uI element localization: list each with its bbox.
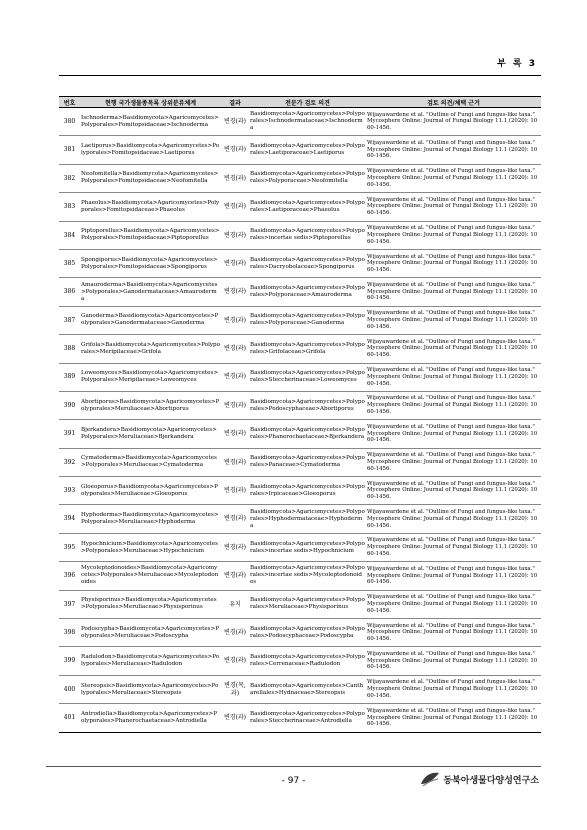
table-row: [59, 533, 541, 561]
table-row: [59, 306, 541, 334]
result: 변경(과): [221, 533, 249, 561]
current-classification: Grifola>Basidiomycota>Agaricomycetes>Polyporales>Meripilaceae>Grifola: [80, 335, 221, 363]
row-number: 380: [59, 108, 80, 136]
current-classification: Mycoleptodonoides>Basidiomycota>Agaricomycetes>Polyporales>Meruliaceae>Mycoleptodonoides: [80, 562, 221, 590]
row-number: 401: [59, 704, 80, 732]
result: 변경(목, 과): [221, 675, 249, 703]
current-classification: Hyphoderma>Basidiomycota>Agaricomycetes>Polyporales>Meruliaceae>Hyphoderma: [80, 505, 221, 533]
row-number: 389: [59, 363, 80, 391]
review-basis: Wijayawardene et al. "Outline of Fungi and fungus-like taxa." Mycosphere Online: Journal of Fungal Biology 11.1 (2020): 1060-1456.: [366, 278, 541, 306]
current-classification: Spongiporus>Basidiomycota>Agaricomycetes>Polyporales>Fomitopsidaceae>Spongiporus: [80, 249, 221, 277]
review-basis: Wijayawardene et al. "Outline of Fungi and fungus-like taxa." Mycosphere Online: Journal of Fungal Biology 11.1 (2020): 1060-1456.: [366, 221, 541, 249]
table-body: [59, 108, 541, 733]
header-cell: 결과: [221, 97, 249, 108]
leaf-logo-icon: [419, 770, 441, 788]
expert-opinion: Basidiomycota>Agaricomycetes>Cantharellales>Hydnaceae>Stereopsis: [249, 675, 366, 703]
expert-opinion: Basidiomycota>Agaricomycetes>Polyporales>Irpicaceae>Gloeoporus: [249, 477, 366, 505]
review-basis: Wijayawardene et al. "Outline of Fungi and fungus-like taxa." Mycosphere Online: Journal of Fungal Biology 11.1 (2020): 1060-1456.: [366, 306, 541, 334]
expert-opinion: Basidiomycota>Agaricomycetes>Polyporales>Polyporaceae>Neofomitella: [249, 164, 366, 192]
row-number: 387: [59, 306, 80, 334]
row-number: 392: [59, 448, 80, 476]
result: 변경(과): [221, 647, 249, 675]
row-number: 393: [59, 477, 80, 505]
row-number: 386: [59, 278, 80, 306]
expert-opinion: Basidiomycota>Agaricomycetes>Polyporales>Meruliaceae>Physisporinus: [249, 590, 366, 618]
review-basis: Wijayawardene et al. "Outline of Fungi and fungus-like taxa." Mycosphere Online: Journal of Fungal Biology 11.1 (2020): 1060-1456.: [366, 505, 541, 533]
row-number: 382: [59, 164, 80, 192]
table-row: [59, 193, 541, 221]
table-row: [59, 249, 541, 277]
result: 변경(과): [221, 363, 249, 391]
taxonomy-table: [59, 96, 541, 733]
current-classification: Cymatoderma>Basidiomycota>Agaricomycetes>Polyporales>Meruliaceae>Cymatoderma: [80, 448, 221, 476]
review-basis: Wijayawardene et al. "Outline of Fungi and fungus-like taxa." Mycosphere Online: Journal of Fungal Biology 11.1 (2020): 1060-1456.: [366, 477, 541, 505]
top-rule: [59, 75, 541, 76]
expert-opinion: Basidiomycota>Agaricomycetes>Polyporales>Cerrenaceae>Radulodon: [249, 647, 366, 675]
table-row: [59, 278, 541, 306]
result: 변경(과): [221, 221, 249, 249]
review-basis: Wijayawardene et al. "Outline of Fungi and fungus-like taxa." Mycosphere Online: Journal of Fungal Biology 11.1 (2020): 1060-1456.: [366, 391, 541, 419]
result: 변경(과): [221, 505, 249, 533]
review-basis: Wijayawardene et al. "Outline of Fungi and fungus-like taxa." Mycosphere Online: Journal of Fungal Biology 11.1 (2020): 1060-1456.: [366, 136, 541, 164]
result: 변경(과): [221, 704, 249, 732]
result: 유지: [221, 590, 249, 618]
current-classification: Abortiporus>Basidiomycota>Agaricomycetes>Polyporales>Meruliaceae>Abortiporus: [80, 391, 221, 419]
result: 변경(과): [221, 164, 249, 192]
current-classification: Antrodiella>Basidiomycota>Agaricomycetes>Polyporales>Phanerochaetaceae>Antrodiella: [80, 704, 221, 732]
table-row: [59, 164, 541, 192]
review-basis: Wijayawardene et al. "Outline of Fungi and fungus-like taxa." Mycosphere Online: Journal of Fungal Biology 11.1 (2020): 1060-1456.: [366, 108, 541, 136]
current-classification: Ischnoderma>Basidiomycota>Agaricomycetes>Polyporales>Fomitopsidaceae>Ischnoderma: [80, 108, 221, 136]
expert-opinion: Basidiomycota>Agaricomycetes>Polyporales>Panaceae>Cymatoderma: [249, 448, 366, 476]
expert-opinion: Basidiomycota>Agaricomycetes>Polyporales>Laetiporaceae>Phaeolus: [249, 193, 366, 221]
result: 변경(과): [221, 562, 249, 590]
result: 변경(과): [221, 448, 249, 476]
row-number: 391: [59, 420, 80, 448]
result: 변경(과): [221, 278, 249, 306]
expert-opinion: Basidiomycota>Agaricomycetes>Polyporales>Polyporaceae>Amauroderma: [249, 278, 366, 306]
review-basis: Wijayawardene et al. "Outline of Fungi and fungus-like taxa." Mycosphere Online: Journal of Fungal Biology 11.1 (2020): 1060-1456.: [366, 704, 541, 732]
review-basis: Wijayawardene et al. "Outline of Fungi and fungus-like taxa." Mycosphere Online: Journal of Fungal Biology 11.1 (2020): 1060-1456.: [366, 363, 541, 391]
expert-opinion: Basidiomycota>Agaricomycetes>Polyporales>Steccherinaceae>Antrodiella: [249, 704, 366, 732]
table-row: [59, 335, 541, 363]
review-basis: Wijayawardene et al. "Outline of Fungi and fungus-like taxa." Mycosphere Online: Journal of Fungal Biology 11.1 (2020): 1060-1456.: [366, 533, 541, 561]
table-row: [59, 448, 541, 476]
current-classification: Podoscypha>Basidiomycota>Agaricomycetes>Polyporales>Meruliaceae>Podoscypha: [80, 619, 221, 647]
table-row: [59, 505, 541, 533]
expert-opinion: Basidiomycota>Agaricomycetes>Polyporales>Dacryobolaceae>Spongiporus: [249, 249, 366, 277]
current-classification: Stereopsis>Basidiomycota>Agaricomycetes>Polyporales>Meruliaceae>Stereopsis: [80, 675, 221, 703]
result: 변경(과): [221, 108, 249, 136]
review-basis: Wijayawardene et al. "Outline of Fungi and fungus-like taxa." Mycosphere Online: Journal of Fungal Biology 11.1 (2020): 1060-1456.: [366, 619, 541, 647]
current-classification: Laetiporus>Basidiomycota>Agaricomycetes>Polyporales>Fomitopsidaceae>Laetiporus: [80, 136, 221, 164]
table-row: [59, 619, 541, 647]
institute-logo: [419, 770, 539, 788]
row-number: 396: [59, 562, 80, 590]
expert-opinion: Basidiomycota>Agaricomycetes>Polyporales>incertae sedis>Hypochnicium: [249, 533, 366, 561]
current-classification: Radulodon>Basidiomycota>Agaricomycetes>Polyporales>Meruliaceae>Radulodon: [80, 647, 221, 675]
review-basis: Wijayawardene et al. "Outline of Fungi and fungus-like taxa." Mycosphere Online: Journal of Fungal Biology 11.1 (2020): 1060-1456.: [366, 590, 541, 618]
current-classification: Gloeoporus>Basidiomycota>Agaricomycetes>Polyporales>Meruliaceae>Gloeoporus: [80, 477, 221, 505]
expert-opinion: Basidiomycota>Agaricomycetes>Polyporales>Grifolaceae>Grifola: [249, 335, 366, 363]
table-row: [59, 363, 541, 391]
expert-opinion: Basidiomycota>Agaricomycetes>Polyporales>Laetiporaceae>Laetiporus: [249, 136, 366, 164]
table-row: [59, 136, 541, 164]
result: 변경(과): [221, 391, 249, 419]
current-classification: Bjerkandera>Basidiomycota>Agaricomycetes>Polyporales>Meruliaceae>Bjerkandera: [80, 420, 221, 448]
review-basis: Wijayawardene et al. "Outline of Fungi and fungus-like taxa." Mycosphere Online: Journal of Fungal Biology 11.1 (2020): 1060-1456.: [366, 448, 541, 476]
expert-opinion: Basidiomycota>Agaricomycetes>Polyporales>Polyporaceae>Ganoderma: [249, 306, 366, 334]
result: 변경(과): [221, 335, 249, 363]
current-classification: Hypochnicium>Basidiomycota>Agaricomycetes>Polyporales>Meruliaceae>Hypochnicium: [80, 533, 221, 561]
current-classification: Loweomyces>Basidiomycota>Agaricomycetes>Polyporales>Meripilaceae>Loweomyces: [80, 363, 221, 391]
row-number: 400: [59, 675, 80, 703]
header-cell: 전문가 검토 의견: [249, 97, 366, 108]
header-cell: 검토 의견/체택 근거: [366, 97, 541, 108]
page-number: - 97 -: [281, 776, 306, 786]
review-basis: Wijayawardene et al. "Outline of Fungi and fungus-like taxa." Mycosphere Online: Journal of Fungal Biology 11.1 (2020): 1060-1456.: [366, 647, 541, 675]
expert-opinion: Basidiomycota>Agaricomycetes>Polyporales>Hyphodermataceae>Hyphoderma: [249, 505, 366, 533]
table-row: [59, 221, 541, 249]
header-cell: 번호: [59, 97, 80, 108]
review-basis: Wijayawardene et al. "Outline of Fungi and fungus-like taxa." Mycosphere Online: Journal of Fungal Biology 11.1 (2020): 1060-1456.: [366, 420, 541, 448]
row-number: 383: [59, 193, 80, 221]
result: 변경(과): [221, 136, 249, 164]
current-classification: Amauroderma>Basidiomycota>Agaricomycetes>Polyporales>Ganodermataceae>Amauroderma: [80, 278, 221, 306]
current-classification: Physisporinus>Basidiomycota>Agaricomycetes>Polyporales>Meruliaceae>Physisporinus: [80, 590, 221, 618]
row-number: 397: [59, 590, 80, 618]
result: 변경(과): [221, 193, 249, 221]
table-row: [59, 420, 541, 448]
row-number: 394: [59, 505, 80, 533]
table-row: [59, 647, 541, 675]
expert-opinion: Basidiomycota>Agaricomycetes>Polyporales>Steccherinaceae>Loweomyces: [249, 363, 366, 391]
table-header-row: [59, 97, 541, 108]
bottom-rule: [46, 766, 541, 767]
current-classification: Neofomitella>Basidiomycota>Agaricomycetes>Polyporales>Fomitopsidaceae>Neofomitella: [80, 164, 221, 192]
table-row: [59, 477, 541, 505]
table-row: [59, 675, 541, 703]
row-number: 385: [59, 249, 80, 277]
table-row: [59, 562, 541, 590]
table-row: [59, 704, 541, 732]
row-number: 388: [59, 335, 80, 363]
review-basis: Wijayawardene et al. "Outline of Fungi and fungus-like taxa." Mycosphere Online: Journal of Fungal Biology 11.1 (2020): 1060-1456.: [366, 193, 541, 221]
expert-opinion: Basidiomycota>Agaricomycetes>Polyporales>Phanerochaetaceae>Bjerkandera: [249, 420, 366, 448]
expert-opinion: Basidiomycota>Agaricomycetes>Polyporales>incertae sedis>Piptoporellus: [249, 221, 366, 249]
table-row: [59, 391, 541, 419]
review-basis: Wijayawardene et al. "Outline of Fungi and fungus-like taxa." Mycosphere Online: Journal of Fungal Biology 11.1 (2020): 1060-1456.: [366, 562, 541, 590]
result: 변경(과): [221, 477, 249, 505]
result: 변경(과): [221, 306, 249, 334]
result: 변경(과): [221, 249, 249, 277]
row-number: 390: [59, 391, 80, 419]
result: 변경(과): [221, 619, 249, 647]
review-basis: Wijayawardene et al. "Outline of Fungi and fungus-like taxa." Mycosphere Online: Journal of Fungal Biology 11.1 (2020): 1060-1456.: [366, 249, 541, 277]
expert-opinion: Basidiomycota>Agaricomycetes>Polyporales>Podoscyphaceae>Podoscypha: [249, 619, 366, 647]
review-basis: Wijayawardene et al. "Outline of Fungi and fungus-like taxa." Mycosphere Online: Journal of Fungal Biology 11.1 (2020): 1060-1456.: [366, 164, 541, 192]
current-classification: Piptoporellus>Basidiomycota>Agaricomycetes>Polyporales>Fomitopsidaceae>Piptoporellus: [80, 221, 221, 249]
expert-opinion: Basidiomycota>Agaricomycetes>Polyporales>Podoscyphaceae>Abortiporus: [249, 391, 366, 419]
expert-opinion: Basidiomycota>Agaricomycetes>Polyporales>incertae sedis>Mycoleptodonoides: [249, 562, 366, 590]
table-row: [59, 108, 541, 136]
current-classification: Phaeolus>Basidiomycota>Agaricomycetes>Polyporales>Fomitopsidaceae>Phaeolus: [80, 193, 221, 221]
table-row: [59, 590, 541, 618]
review-basis: Wijayawardene et al. "Outline of Fungi and fungus-like taxa." Mycosphere Online: Journal of Fungal Biology 11.1 (2020): 1060-1456.: [366, 335, 541, 363]
row-number: 395: [59, 533, 80, 561]
review-basis: Wijayawardene et al. "Outline of Fungi and fungus-like taxa." Mycosphere Online: Journal of Fungal Biology 11.1 (2020): 1060-1456.: [366, 675, 541, 703]
current-classification: Ganoderma>Basidiomycota>Agaricomycetes>Polyporales>Ganodermataceae>Ganoderma: [80, 306, 221, 334]
row-number: 398: [59, 619, 80, 647]
expert-opinion: Basidiomycota>Agaricomycetes>Polyporales>Ischnodermataceae>Ischnoderma: [249, 108, 366, 136]
result: 변경(과): [221, 420, 249, 448]
row-number: 384: [59, 221, 80, 249]
row-number: 381: [59, 136, 80, 164]
institute-name: 동북아생물다양성연구소: [443, 775, 539, 786]
appendix-label: 부 록 3: [497, 59, 537, 69]
row-number: 399: [59, 647, 80, 675]
header-cell: 현행 국가생물종목록 상위분류체계: [80, 97, 221, 108]
